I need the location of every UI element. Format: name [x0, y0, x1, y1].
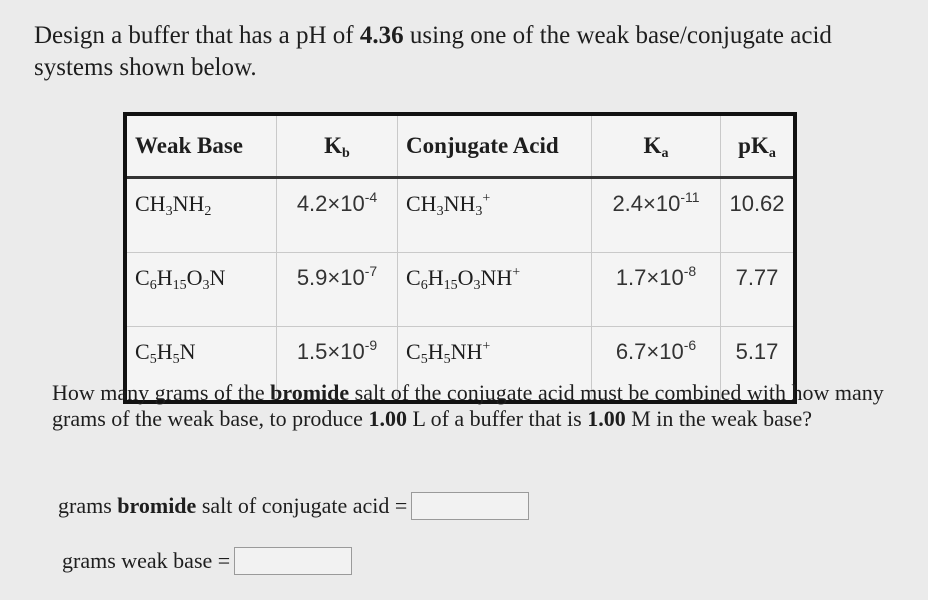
salt-answer-row: [58, 492, 529, 520]
target-ph: 4.36: [359, 22, 404, 49]
table-row: [125, 253, 795, 327]
header-ka: $K_a$: [592, 114, 721, 178]
kb-value: $4.2\times 10^{-4}$: [277, 178, 398, 253]
table-row: [125, 178, 795, 253]
base-answer-label: grams weak base =: [62, 548, 231, 573]
weak-base-formula: $C_6H_{15}O_3N$: [125, 253, 277, 327]
table-header-row: [125, 114, 795, 178]
header-pka: $pK_a$: [721, 114, 796, 178]
conjugate-acid-formula: $C_5H_5NH^+$: [398, 327, 592, 403]
weak-base-formula: $CH_3NH_2$: [125, 178, 277, 253]
pka-value: 10.62: [721, 178, 796, 253]
conjugate-acid-formula: $CH_3NH_3^+$: [398, 178, 592, 253]
base-grams-input[interactable]: [234, 547, 352, 575]
kb-value: $1.5\times 10^{-9}$: [277, 327, 398, 403]
conjugate-acid-formula: $C_6H_{15}O_3NH^+$: [398, 253, 592, 327]
problem-statement: [34, 20, 914, 84]
ka-value: $6.7\times 10^{-6}$: [592, 327, 721, 403]
intro-text-end: using one of the weak base/conjugate acid systems shown below.: [34, 22, 832, 81]
buffer-systems-table: [123, 112, 797, 404]
pka-value: 5.17: [721, 327, 796, 403]
kb-value: $5.9\times 10^{-7}$: [277, 253, 398, 327]
question-text: How many grams of the bromide salt of the conjugate acid must be combined with how many grams of the weak base, to produce 1.00 L of a buffer that is 1.00 M in the weak base?: [52, 380, 884, 431]
header-weak-base: Weak Base: [125, 114, 277, 178]
base-answer-row: [62, 547, 352, 575]
header-kb: $K_b$: [277, 114, 398, 178]
weak-base-formula: $C_5H_5N$: [125, 327, 277, 403]
ka-value: $1.7\times 10^{-8}$: [592, 253, 721, 327]
ka-value: $2.4\times 10^{-11}$: [592, 178, 721, 253]
intro-text: Design a buffer that has a pH of: [34, 22, 360, 49]
salt-grams-input[interactable]: [411, 492, 529, 520]
header-conjugate-acid: Conjugate Acid: [398, 114, 592, 178]
pka-value: 7.77: [721, 253, 796, 327]
salt-answer-label: grams bromide salt of conjugate acid =: [58, 493, 408, 518]
